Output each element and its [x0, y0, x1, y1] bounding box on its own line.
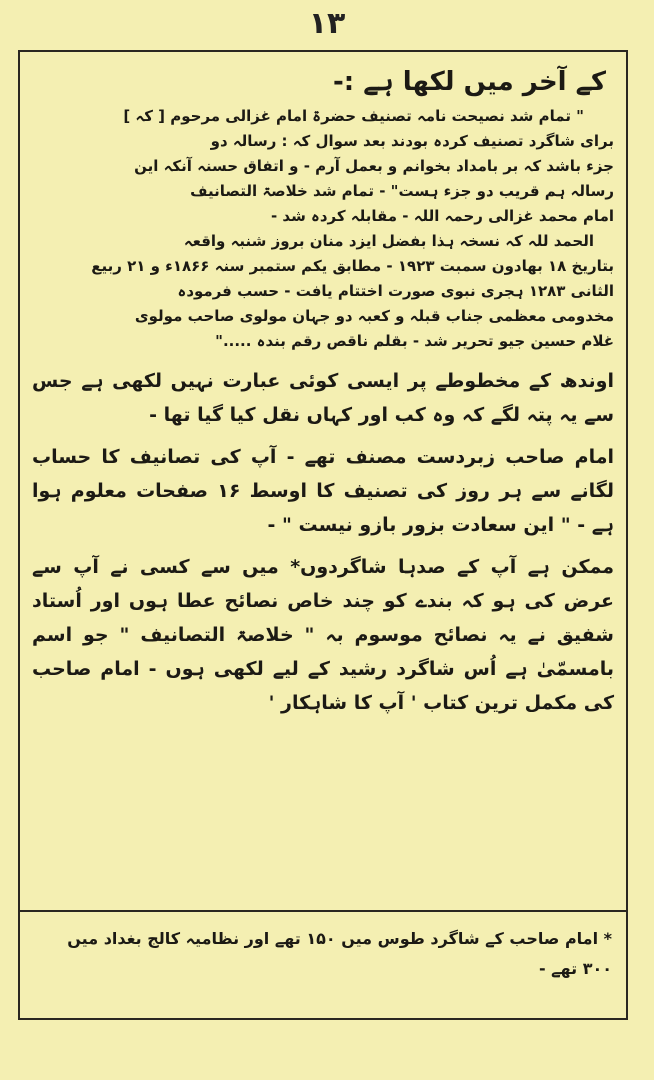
- page-number: ۱۳: [308, 6, 346, 41]
- quote-line: الحمد للہ کہ نسخہ ہذا بفضل ایزد منان بروز شنبہ واقعہ: [183, 232, 594, 250]
- footnote: [34, 924, 612, 984]
- quote-line: برای شاگرد تصنیف کردہ بودند بعد سوال کہ : رسالہ دو: [210, 132, 614, 150]
- paragraph: اوندھ کے مخطوطے پر ایسی کوئی عبارت نہیں لکھی ہے جس سے یہ پتہ لگے کہ وہ کب اور کہاں نقل کیا گیا تھا -: [32, 370, 614, 426]
- quote-line: الثانی ۱۲۸۳ ہجری نبوی صورت اختتام یافت - حسب فرمودہ: [177, 282, 614, 300]
- footnote-divider: [20, 910, 626, 912]
- quote-line: مخدومی معظمی جناب قبلہ و کعبہ دو جہان مولوی صاحب مولوی: [134, 307, 614, 325]
- footnote-text: * امام صاحب کے شاگرد طوس میں ۱۵۰ تھے اور نظامیہ کالج بغداد میں ۳۰۰ تھے -: [67, 929, 612, 978]
- quote-line: غلام حسین جیو تحریر شد - بقلم ناقص رقم بندہ .....": [215, 332, 614, 350]
- text-frame: [18, 50, 628, 1020]
- manuscript-colophon-quote: [32, 104, 614, 354]
- quote-line: رسالہ ہم قریب دو جزء ہست" - تمام شد خلاصۃ التصانیف: [190, 182, 614, 200]
- paragraph: ممکن ہے آپ کے صدہا شاگردوں* میں سے کسی نے آپ سے عرض کی ہو کہ بندے کو چند خاص نصائح عطا ہوں اور اُستاد شفیق نے یہ نصائح موسوم بہ " خلاصۃ التصانیف " جو اسم بامسمّیٰ ہے اُس شاگرد رشید کے لیے لکھی ہوں - امام صاحب کی مکمل ترین کتاب ' آپ کا شاہکار ': [32, 556, 614, 714]
- quote-line: امام محمد غزالی رحمہ اللہ - مقابلہ کردہ شد -: [270, 207, 614, 225]
- paragraph: امام صاحب زبردست مصنف تھے - آپ کی تصانیف کا حساب لگانے سے ہر روز کی تصنیف کا اوسط ۱۶ صفحات معلوم ہوا ہے - " این سعادت بزور بازو نیست " -: [32, 446, 614, 536]
- body-paragraphs: [32, 364, 614, 720]
- quote-line: بتاریخ ۱۸ بھادون سمبت ۱۹۲۳ - مطابق یکم ستمبر سنہ ۱۸۶۶ء و ۲۱ ربیع: [91, 257, 614, 275]
- quote-line: جزء باشد کہ بر بامداد بخوانم و بعمل آرم - و اتفاق حسنہ آنکہ این: [134, 157, 614, 175]
- quote-line: " تمام شد نصیحت نامہ تصنیف حضرۃ امام غزالی مرحوم [ کہ ]: [123, 107, 584, 125]
- main-text: [32, 62, 614, 720]
- intro-line: کے آخر میں لکھا ہے :-: [332, 67, 606, 97]
